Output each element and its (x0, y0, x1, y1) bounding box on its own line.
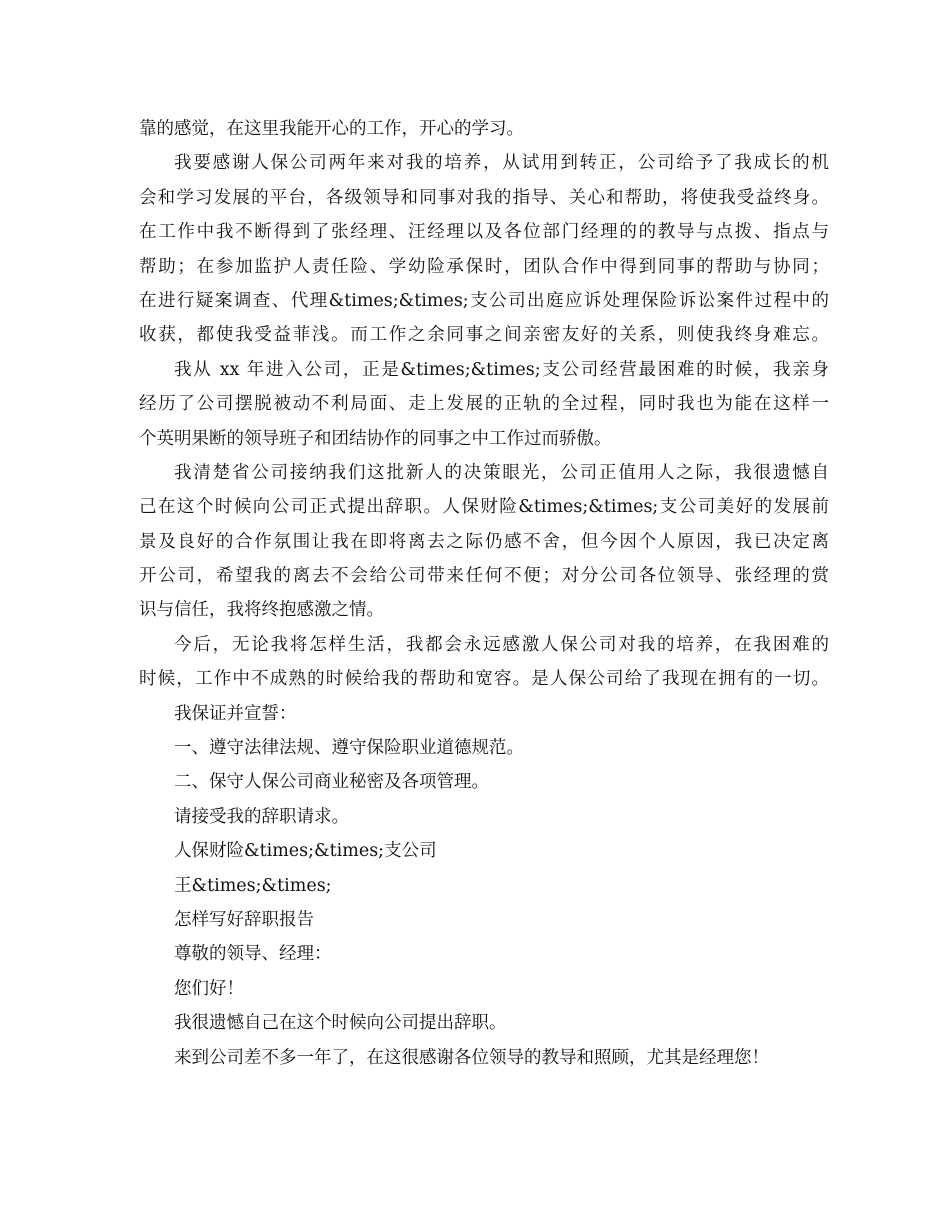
text-line: 我清楚省公司接纳我们这批新人的决策眼光，公司正值用人之际，我很遗憾自 (174, 462, 829, 483)
text-line: 二、保守人保公司商业秘密及各项管理。 (174, 772, 489, 793)
text-line: 您们好！ (174, 978, 244, 999)
text-line: 识与信任，我将终抱感激之情。 (139, 600, 384, 621)
text-line: 开公司，希望我的离去不会给公司带来任何不便；对分公司各位领导、张经理的赏 (139, 566, 829, 587)
text-line: 我很遗憾自己在这个时候向公司提出辞职。 (174, 1013, 507, 1034)
text-line: 经历了公司摆脱被动不利局面、走上发展的正轨的全过程，同时我也为能在这样一 (139, 394, 829, 415)
text-line: 怎样写好辞职报告 (174, 909, 314, 930)
text-line: 请接受我的辞职请求。 (174, 806, 349, 827)
text-line: 时候，工作中不成熟的时候给我的帮助和宽容。是人保公司给了我现在拥有的一切。 (139, 669, 829, 690)
text-line: 我保证并宣誓： (174, 703, 297, 724)
text-line: 人保财险&times;&times;支公司 (174, 841, 437, 862)
text-line: 今后，无论我将怎样生活，我都会永远感激人保公司对我的培养，在我困难的 (174, 634, 829, 655)
text-line: 尊敬的领导、经理： (174, 944, 332, 965)
text-line: 王&times;&times; (174, 875, 332, 896)
text-line: 一、遵守法律法规、遵守保险职业道德规范。 (174, 738, 524, 759)
text-line: 景及良好的合作氛围让我在即将离去之际仍感不舍，但今因个人原因，我已决定离 (139, 531, 829, 552)
text-line: 在进行疑案调查、代理&times;&times;支公司出庭应诉处理保险诉讼案件过程中的 (139, 290, 829, 311)
text-line: 我要感谢人保公司两年来对我的培养，从试用到转正，公司给予了我成长的机 (174, 153, 829, 174)
text-line: 帮助；在参加监护人责任险、学幼险承保时，团队合作中得到同事的帮助与协同； (139, 256, 829, 277)
text-line: 收获，都使我受益菲浅。而工作之余同事之间亲密友好的关系，则使我终身难忘。 (139, 325, 829, 346)
text-line: 己在这个时候向公司正式提出辞职。人保财险&times;&times;支公司美好的发展前 (139, 497, 829, 518)
text-line: 在工作中我不断得到了张经理、汪经理以及各位部门经理的的教导与点拨、指点与 (139, 222, 829, 243)
text-line: 靠的感觉，在这里我能开心的工作，开心的学习。 (139, 119, 524, 139)
document-body (139, 112, 829, 1075)
text-line: 会和学习发展的平台，各级领导和同事对我的指导、关心和帮助，将使我受益终身。 (139, 187, 829, 208)
text-line: 个英明果断的领导班子和团结协作的同事之中工作过而骄傲。 (139, 428, 612, 449)
text-line: 来到公司差不多一年了，在这很感谢各位领导的教导和照顾，尤其是经理您！ (174, 1047, 769, 1068)
text-line: 我从 xx 年进入公司，正是&times;&times;支公司经营最困难的时候，我亲身 (174, 359, 829, 380)
